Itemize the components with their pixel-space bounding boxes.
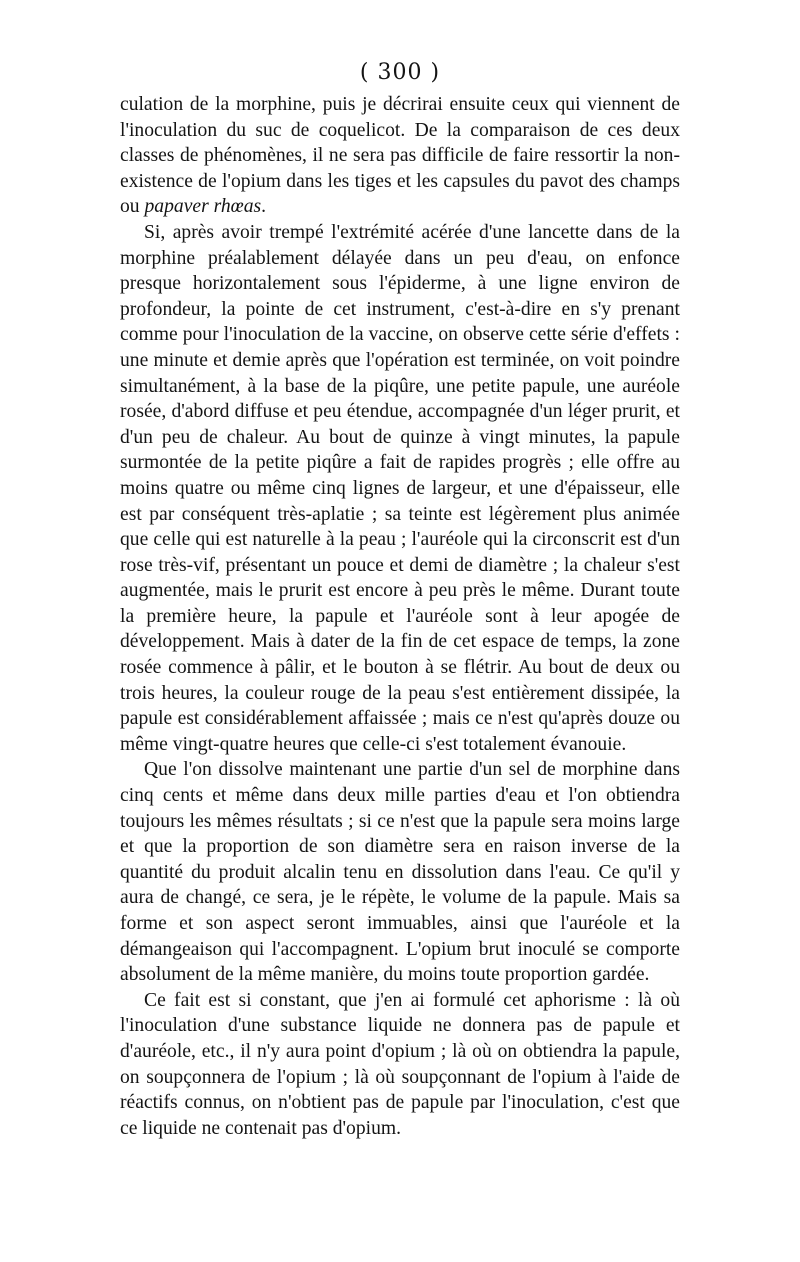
paragraph-1-text: culation de la morphine, puis je décrirai ensuite ceux qui viennent de l'inoculation du suc de coquelicot. De la comparaison de ces deux classes de phénomènes, il ne sera pas difficile de faire ressortir la non-existence de l'opium dans les tiges et les capsules du pavot des champs ou xyxy=(120,94,680,218)
body-text xyxy=(120,92,680,1141)
paragraph-4: Ce fait est si constant, que j'en ai formulé cet aphorisme : là où l'inoculation d'une substance liquide ne donnera pas de papule et d'auréole, etc., il n'y aura point d'opium ; là où on obtiendra la papule, on soupçonnera de l'opium ; là où soupçonnant de l'opium à l'aide de réactifs connus, on n'obtient pas de papule par l'inoculation, c'est que ce liquide ne contenait pas d'opium. xyxy=(120,989,680,1139)
species-name: papaver rhœas xyxy=(144,196,262,218)
page-number: ( 300 ) xyxy=(359,60,441,85)
paragraph-1 xyxy=(120,92,680,220)
paragraph-2: Si, après avoir trempé l'extrémité acérée d'une lancette dans de la morphine préalablement délayée dans un peu d'eau, on enfonce presque horizontalement sous l'épiderme, à une ligne environ de profondeur, la pointe de cet instrument, c'est-à-dire en s'y prenant comme pour l'inoculation de la vaccine, on observe cette série d'effets : une minute et demie après que l'opération est terminée, on voit poindre simultanément, à la base de la piqûre, une petite papule, une auréole rosée, d'abord diffuse et peu étendue, accompagnée d'un léger prurit, et d'un peu de chaleur. Au bout de quinze à vingt minutes, la papule surmontée de la petite piqûre a fait de rapides progrès ; elle offre au moins quatre ou même cinq lignes de largeur, et une d'épaisseur, elle est par conséquent très-aplatie ; sa teinte est légèrement plus animée que celle qui est naturelle à la peau ; l'auréole qui la circonscrit est d'un rose très-vif, présentant un pouce et demi de diamètre ; la chaleur s'est augmentée, mais le prurit est encore à peu près le même. Durant toute la première heure, la papule et l'auréole sont à leur apogée de développement. Mais à dater de la fin de cet espace de temps, la zone rosée commence à pâlir, et le bouton à se flétrir. Au bout de deux ou trois heures, la couleur rouge de la peau s'est entièrement dissipée, la papule est considérablement affaissée ; mais ce n'est qu'après douze ou même vingt-quatre heures que celle-ci s'est totalement évanouie. xyxy=(120,221,680,755)
paragraph-3: Que l'on dissolve maintenant une partie d'un sel de morphine dans cinq cents et même dans deux mille parties d'eau et l'on obtiendra toujours les mêmes résultats ; si ce n'est que la papule sera moins large et que la proportion de son diamètre sera en raison inverse de la quantité du produit alcalin tenu en dissolution dans l'eau. Ce qu'il y aura de changé, ce sera, je le répète, le volume de la papule. Mais sa forme et son aspect seront immuables, ainsi que l'auréole et la démangeaison qui l'accompagnent. L'opium brut inoculé se comporte absolument de la même manière, du moins toute proportion gardée. xyxy=(120,759,680,986)
paragraph-1-end: . xyxy=(261,196,267,218)
